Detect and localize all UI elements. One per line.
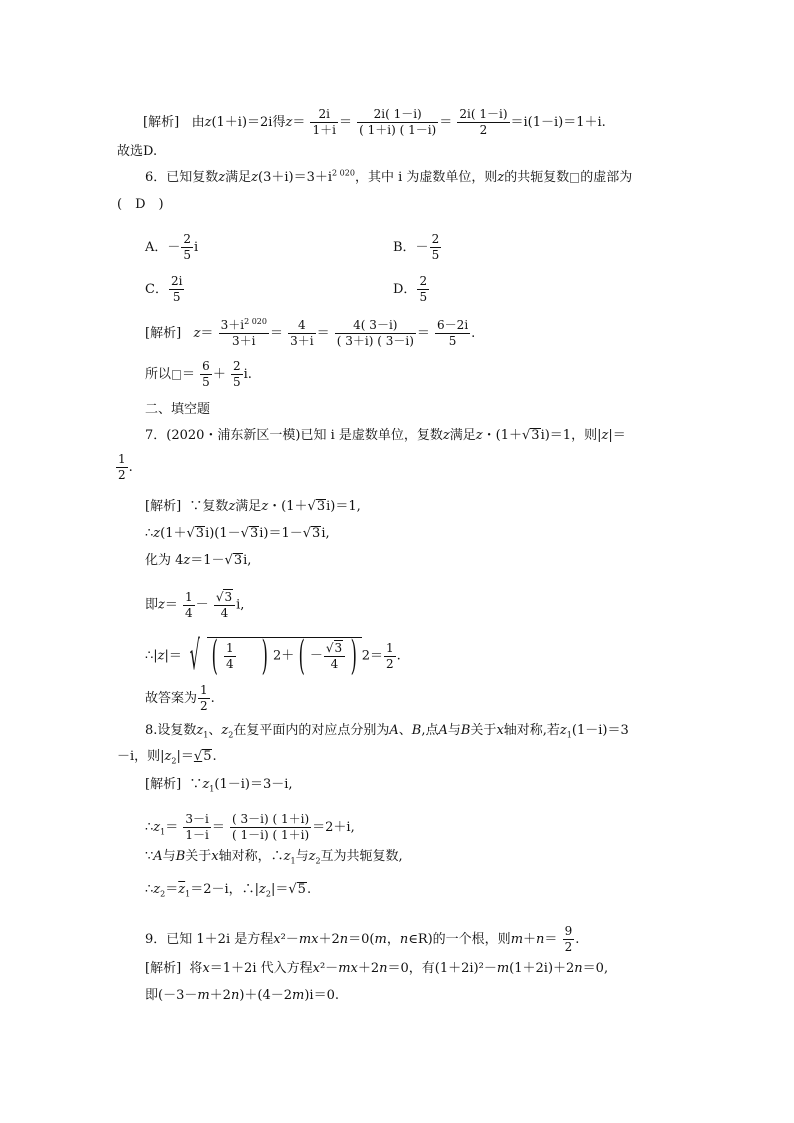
var-z: z <box>204 115 212 130</box>
text: ＝ <box>292 115 306 130</box>
solution-5-conclusion: 故选D. <box>117 144 158 159</box>
solution-tag: [解析] <box>143 115 180 130</box>
solution-8-line-3: ∵A与B关于x轴对称，$\therefore z_1$与$z_2$互为共轭复数, <box>145 849 403 866</box>
text: 由 <box>191 115 205 130</box>
question-7-line-1: 7．(2020・浦东新区一模)已知 i 是虚数单位，复数z满足z・(1＋√3i)＝1，则|z|＝ <box>145 428 626 443</box>
question-8-line-1: 8.设复数$z_1$、$z_2$在复平面内的对应点分别为A、B,点A与B关于x轴对称,若$z_1(1-i)=3$ <box>145 723 629 740</box>
text: ＝ <box>439 115 453 130</box>
solution-8-line-4: $\therefore z_2=\overline{z}_1=2-i$，$\therefore|z_2|=√5$. <box>145 882 312 899</box>
solution-5-line-1 <box>143 107 606 138</box>
question-7-answer: $\frac{1}{2}$ . <box>118 452 133 482</box>
solution-7-answer: 故答案为 $\frac{1}{2}$ . <box>145 683 215 713</box>
solution-6-line-1: [解析] z＝ $\frac{3+i^{2 020}}{3+i}$ ＝ $\frac{4}{3+i}$ ＝ $\frac{4( 3-i)}{( 3+i) ( 3-i)}$ ＝ $\frac{6-2i}{5}$ . <box>145 317 476 348</box>
solution-7-line-4: 即z＝ $\frac{1}{4}$ － $\frac{√3}{4}$ i, <box>145 589 245 620</box>
question-9: 9．已知 1＋2i 是方程x²－mx＋2n＝0(m，n∈R)的一个根，则m＋n＝ $\frac{9}{2}$ . <box>145 924 580 954</box>
solution-7-line-5: ∴|z|＝ √ ( $\frac{1}{4}$ ) 2＋ ( － $\frac{√3}{4}$ ) 2＝ $\frac{1}{2}$ . <box>145 633 401 679</box>
fraction: $\frac{2i( 1-i)}{( 1+i) ( 1-i)}$ <box>359 107 437 137</box>
solution-8-line-1: [解析] $\because z_1(1-i)=3-i$, <box>145 777 293 794</box>
option-c: C． $\frac{2i}{5}$ <box>145 274 183 304</box>
conjugate-z-placeholder <box>172 370 181 380</box>
option-d: D． $\frac{2}{5}$ <box>393 274 428 304</box>
solution-7-line-3: 化为 4z＝1－√3i, <box>145 553 252 568</box>
solution-6-line-2: 所以 ＝ $\frac{6}{5}$ ＋ $\frac{2}{5}$ i. <box>145 359 252 389</box>
fraction: $\frac{2i}{1+i}$ <box>312 107 336 137</box>
text: ＝i(1－i)＝1＋i. <box>510 115 606 130</box>
fraction: $\frac{2i( 1-i)}{2}$ <box>459 107 508 137</box>
option-b: B．－ $\frac{2}{5}$ <box>393 232 440 262</box>
solution-7-line-2: ∴z(1＋√3i)(1－√3i)＝1－√3i, <box>145 526 330 541</box>
section-heading: 二、填空题 <box>145 402 211 417</box>
question-8-line-2: －i，则$|z_2|=√5$. <box>117 749 217 766</box>
solution-8-line-2: $\therefore z_1=$ $\frac{3-i}{1-i}$ ＝ $\frac{( 3-i) ( 1+i)}{( 1-i) ( 1+i)}$ ＝2＋i, <box>145 812 355 842</box>
question-6-answer: ( D ) <box>117 197 164 212</box>
var-z: z <box>285 115 293 130</box>
solution-7-line-1: [解析] ∵复数z满足z・(1＋√3i)＝1, <box>145 499 361 514</box>
text: ＝ <box>338 115 352 130</box>
option-a: A．－ $\frac{2}{5}$ i <box>145 232 199 262</box>
text: (1＋i)＝2i得 <box>211 115 286 130</box>
conjugate-z-placeholder <box>570 173 579 183</box>
solution-9-line-1: [解析] 将x＝1＋2i 代入方程x²－mx＋2n＝0，有(1＋2i)²－m(1＋2i)＋2n＝0, <box>145 961 609 976</box>
question-6-line-1: 6．已知复数z满足$z(3+i)=3+i^{2 020}$，其中 i 为虚数单位，则z的共轭复数 的虚部为 <box>145 168 633 185</box>
solution-9-line-2: 即(－3－m＋2n)＋(4－2m)i＝0. <box>145 988 339 1003</box>
